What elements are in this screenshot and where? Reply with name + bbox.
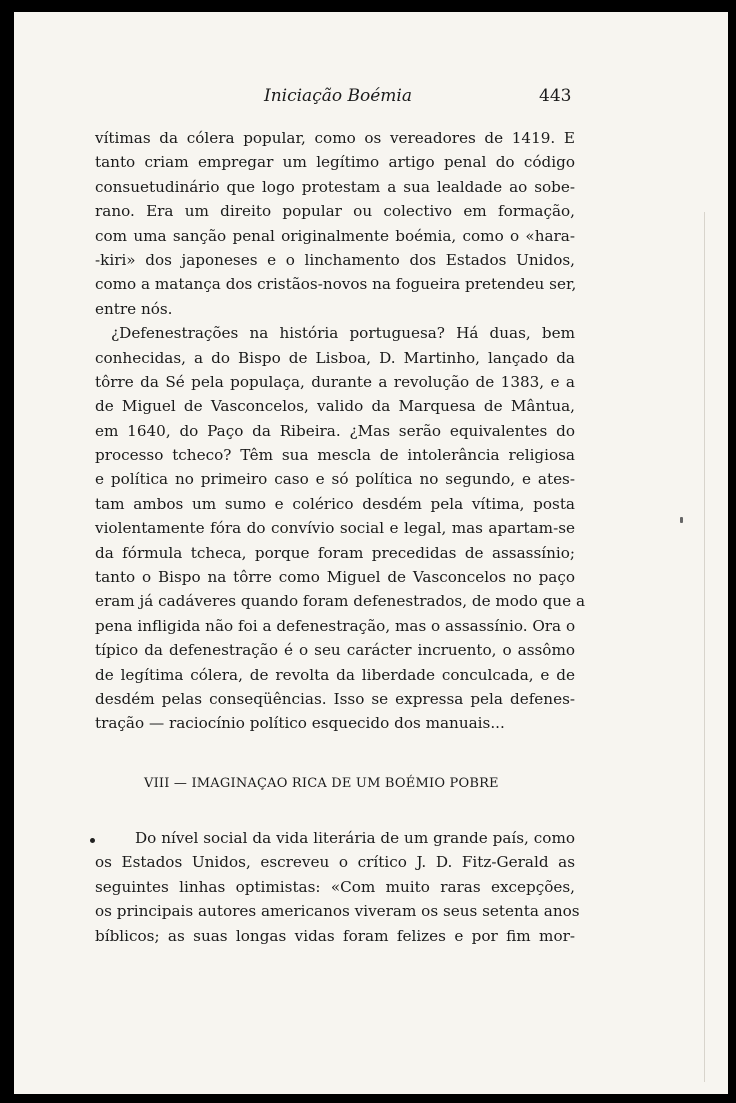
text-line: tanto o Bispo na tôrre como Miguel de Vasconcelos no paço [95,568,575,587]
text-line: com uma sanção penal originalmente boémia, como o «hara- [95,226,575,245]
text-line: em 1640, do Paço da Ribeira. ¿Mas serão equivalentes do [95,421,575,440]
text-line: processo tcheco? Têm sua mescla de intolerância religiosa [95,446,575,465]
text-line: e política no primeiro caso e só política no segundo, e ates- [95,470,575,489]
text-line: vítimas da cólera popular, como os vereadores de 1419. E [95,129,575,147]
text-line: de Miguel de Vasconcelos, valido da Marquesa de Mântua, [95,397,575,416]
text-line: da fórmula tcheca, porque foram precedidas de assassínio; [95,543,575,562]
text-line: típico da defenestração é o seu carácter incruento, o assômo [95,641,575,660]
text-line: -kiri» dos japoneses e o linchamento dos Estados Unidos, [95,250,575,269]
text-line: tanto criam empregar um legítimo artigo penal do código [95,153,575,172]
text-line: violentamente fóra do convívio social e legal, mas apartam-se [95,519,575,538]
text-line: tôrre da Sé pela populaça, durante a revolução de 1383, e a [95,372,575,391]
paper-speck [680,517,683,523]
book-page [14,12,728,1094]
text-line: seguintes linhas optimistas: «Com muito raras excepções, [95,877,575,896]
text-line: tração — raciocínio político esquecido dos manuais... [95,714,505,733]
text-line: pena infligida não foi a defenestração, mas o assassínio. Ora o [95,616,576,635]
section-heading: VIII — IMAGINAÇAO RICA DE UM BOÉMIO POBRE [144,776,499,791]
text-line: entre nós. [95,299,173,318]
text-line: conhecidas, a do Bispo de Lisboa, D. Martinho, lançado da [95,348,575,367]
text-line: de legítima cólera, de revolta da liberdade conculcada, e de [95,665,575,684]
text-line: rano. Era um direito popular ou colectivo em formação, [95,202,575,221]
page-edge-shadow [704,212,705,1082]
text-line: Do nível social da vida literária de um grande país, como [135,829,575,847]
text-line: os Estados Unidos, escreveu o crítico J. D. Fitz-Gerald as [95,853,575,872]
section-text [95,826,580,948]
text-line: consuetudinário que logo protestam a sua lealdade ao sobe- [95,177,575,196]
running-title: Iniciação Boémia [264,86,412,106]
page-header [14,86,728,110]
text-line: tam ambos um sumo e colérico desdém pela vítima, posta [95,494,575,513]
text-line: bíblicos; as suas longas vidas foram felizes e por fim mor- [95,926,575,945]
text-line: desdém pelas conseqüências. Isso se expressa pela defenes- [95,689,575,708]
page-number: 443 [539,86,572,106]
text-line: ¿Defenestrações na história portuguesa? Há duas, bem [111,324,575,343]
main-text [95,126,586,736]
text-line: como a matança dos cristãos-novos na fogueira pretendeu ser, [95,275,577,294]
text-line: eram já cadáveres quando foram defenestrados, de modo que a [95,592,586,611]
text-line: os principais autores americanos viveram os seus setenta anos [95,902,580,921]
